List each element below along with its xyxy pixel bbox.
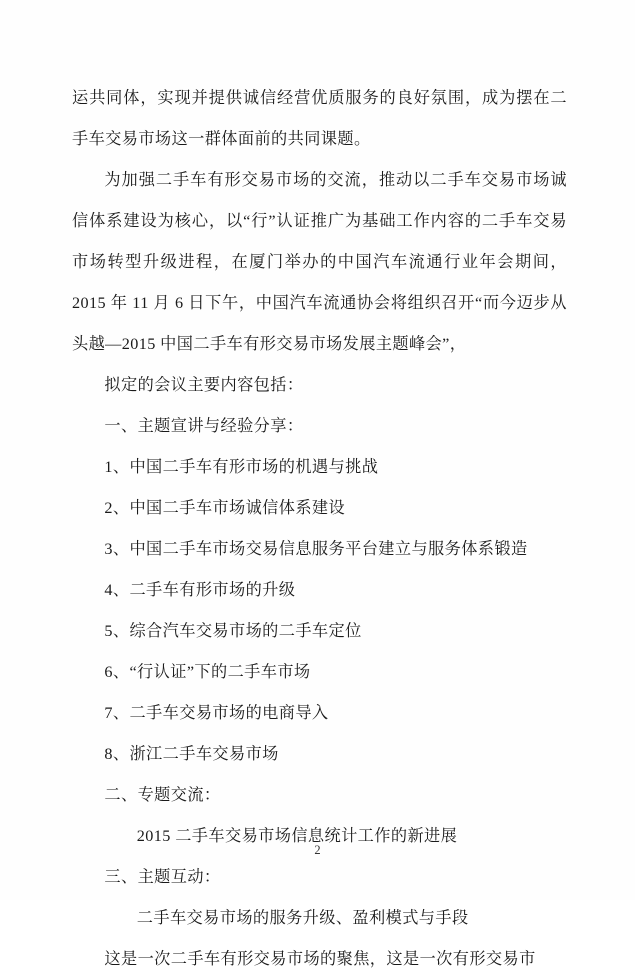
list-item: 2015 二手车交易市场信息统计工作的新进展: [136, 827, 458, 845]
page-number: 2: [314, 843, 321, 857]
paragraph: 为加强二手车有形交易市场的交流，推动以二手车交易市场诚信体系建设为核心，以“行”认证推广为基础工作内容的二手车交易市场转型升级进程，在厦门举办的中国汽车流通行业年会期间，2015 年 11 月 6 日下午，中国汽车流通协会将组织召开“而今迈步从头越—2015 中国二手车有形交易市场发展主题峰会”，: [72, 171, 567, 353]
list-item: 二手车交易市场的服务升级、盈利模式与手段: [136, 909, 469, 927]
paragraph: 拟定的会议主要内容包括：: [104, 376, 304, 394]
list-item: 1、中国二手车有形市场的机遇与挑战: [104, 458, 379, 476]
list-item: 6、“行认证”下的二手车市场: [104, 663, 311, 681]
list-item: 8、浙江二手车交易市场: [104, 745, 279, 763]
paragraph: 这是一次二手车有形交易市场的聚焦，这是一次有形交易市: [104, 950, 536, 968]
list-item: 3、中国二手车市场交易信息服务平台建立与服务体系锻造: [104, 540, 528, 558]
list-item: 7、二手车交易市场的电商导入: [104, 704, 329, 722]
list-item: 2、中国二手车市场诚信体系建设: [104, 499, 346, 517]
paragraph: 运共同体，实现并提供诚信经营优质服务的良好氛围，成为摆在二手车交易市场这一群体面前的共同课题。: [72, 89, 567, 148]
list-item: 4、二手车有形市场的升级: [104, 581, 296, 599]
list-heading: 一、主题宣讲与经验分享：: [104, 417, 304, 435]
list-item: 5、综合汽车交易市场的二手车定位: [104, 622, 362, 640]
list-heading: 三、主题互动：: [104, 868, 221, 886]
list-heading: 二、专题交流：: [104, 786, 221, 804]
